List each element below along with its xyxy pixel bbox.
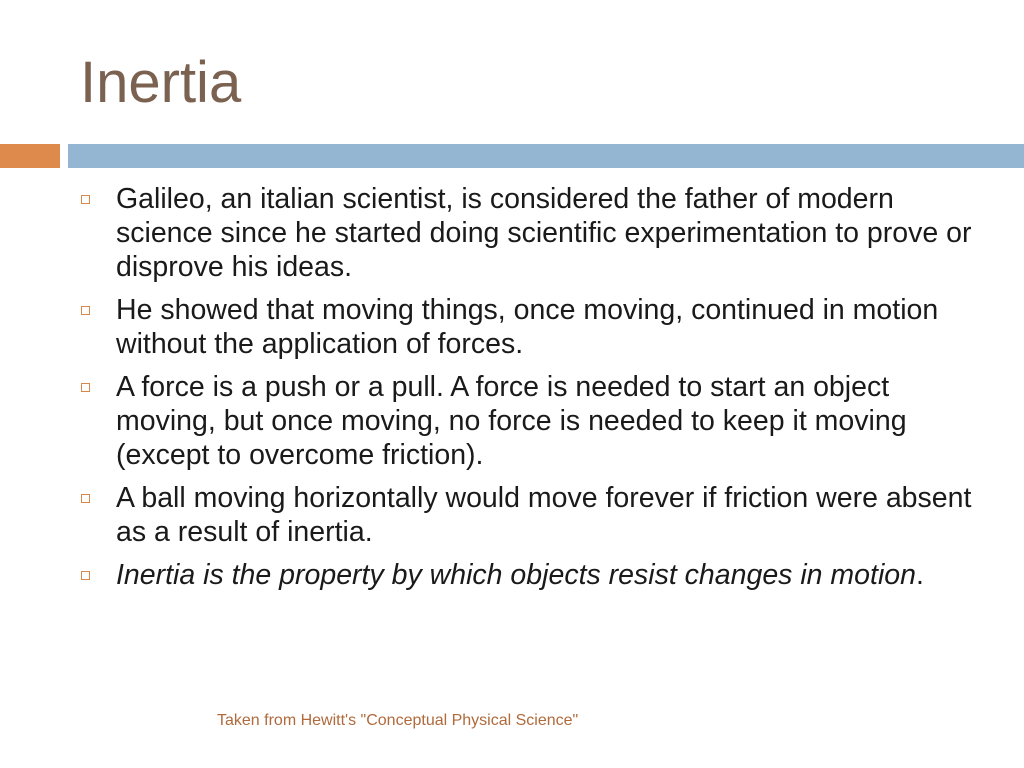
hollow-square-icon: [81, 383, 90, 392]
definition-period: .: [915, 559, 924, 591]
bullet-list: [80, 182, 980, 601]
inertia-definition: Inertia is the property by which objects resist changes in motion: [116, 559, 916, 591]
bullet-text: A force is a push or a pull. A force is needed to start an object moving, but once moving, no force is needed to keep it moving (except to overcome friction).: [116, 371, 907, 471]
slide-title: Inertia: [80, 50, 242, 115]
bullet-item: [80, 481, 980, 549]
title-accent-bar: [0, 144, 60, 168]
hollow-square-icon: [81, 494, 90, 503]
hollow-square-icon: [81, 195, 90, 204]
bullet-text: He showed that moving things, once moving, continued in motion without the application of forces.: [116, 294, 939, 360]
title-divider-bar: [68, 144, 1024, 168]
source-citation: Taken from Hewitt's "Conceptual Physical Science": [217, 712, 579, 729]
bullet-item: [80, 558, 980, 592]
bullet-text: Galileo, an italian scientist, is considered the father of modern science since he started doing scientific experimentation to prove or disprove his ideas.: [116, 183, 972, 283]
bullet-text: A ball moving horizontally would move forever if friction were absent as a result of inertia.: [116, 482, 972, 548]
hollow-square-icon: [81, 571, 90, 580]
hollow-square-icon: [81, 306, 90, 315]
bullet-item: [80, 370, 980, 472]
bullet-item: [80, 293, 980, 361]
bullet-text-definition: [116, 558, 980, 592]
bullet-item: [80, 182, 980, 284]
